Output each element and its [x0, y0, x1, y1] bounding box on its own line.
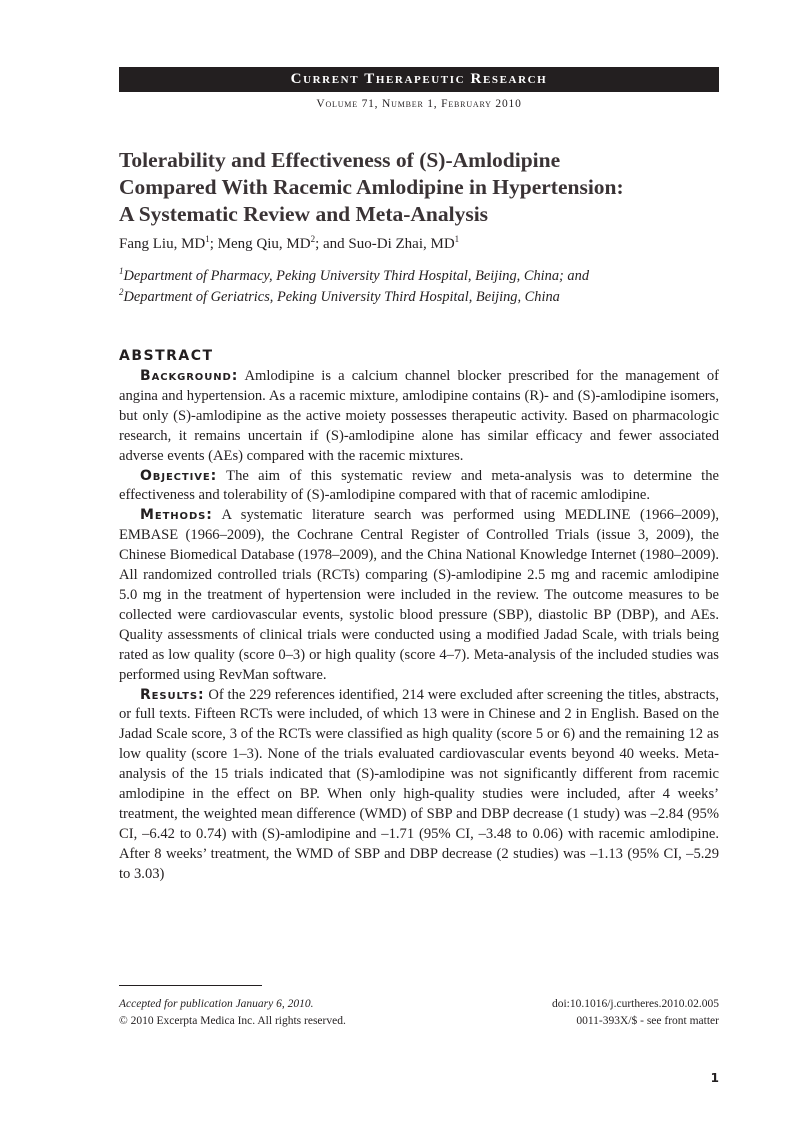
section-label: Methods:: [140, 507, 213, 524]
affiliation: [119, 266, 719, 287]
article-title: [119, 147, 719, 228]
doi: doi:10.1016/j.curtheres.2010.02.005: [551, 998, 719, 1010]
abstract-background: [119, 367, 719, 467]
title-line: A Systematic Review and Meta-Analysis: [119, 202, 489, 226]
journal-banner: [119, 67, 719, 92]
section-text: Of the 229 references identified, 214 were excluded after screening the titles, abstracts, or full texts. Fifteen RCTs were included, of which 13 were in Chinese and 2 in English. Based on the Jadad Scale score, 3 of the RCTs were classified as high quality (score 5 or 6) and the remaining 12 as low quality (score 1–3). None of the trials evaluated cardiovascular events beyond 40 weeks. Meta-analysis of the 15 trials indicated that (S)-amlodipine was not significantly different from racemic amlodipine in the effect on BP. When only high-quality studies were included, after 4 weeks’ treatment, the weighted mean difference (WMD) of SBP and DBP decrease (1 study) was –2.84 (95% CI, –6.42 to 0.74) with (S)-amlodipine and –1.71 (95% CI, –3.48 to 0.06) with racemic amlodipine. After 8 weeks’ treatment, the WMD of SBP and DBP decrease (2 studies) was –1.13 (95% CI, –5.29 to 3.03): [119, 686, 719, 882]
section-label: Objective:: [140, 467, 218, 484]
affiliation: [119, 287, 719, 308]
affiliations: [119, 266, 719, 308]
author-name: Meng Qiu, MD: [217, 236, 311, 252]
title-line: Tolerability and Effectiveness of (S)-Amlodipine: [119, 148, 561, 172]
abstract-objective: [119, 467, 719, 507]
abstract-results: [119, 686, 719, 885]
author-separator: ;: [209, 236, 218, 252]
page-number: 1: [710, 1071, 719, 1085]
footnote-right: [419, 996, 719, 1030]
footnote-rule: [119, 985, 262, 986]
abstract-methods: [119, 506, 719, 685]
section-text: A systematic literature search was performed using MEDLINE (1966–2009), EMBASE (1966–2009), the Cochrane Central Register of Controlled Trials (issue 3, 2009), the Chinese Biomedical Database (1978–2009), and the China National Knowledge Internet (1980–2009). All randomized controlled trials (RCTs) comparing (S)-amlodipine 2.5 mg and racemic amlodipine 5.0 mg in the treatment of hypertension were included in the review. The outcome measures to be collected were cardiovascular events, systolic blood pressure (SBP), diastolic BP (DBP), and AEs. Quality assessments of clinical trials were conducted using a modified Jadad Scale, with trials being rated as low quality (score 0–3) or high quality (score 4–7). Meta-analysis of the included studies was performed using RevMan software.: [119, 507, 719, 683]
author-affiliation-mark: 1: [454, 234, 460, 244]
section-label: Results:: [140, 686, 205, 703]
section-text: Amlodipine is a calcium channel blocker prescribed for the management of angina and hypertension. As a racemic mixture, amlodipine contains (R)- and (S)-amlodipine isomers, but only (S)-amlodipine as the active moiety possesses therapeutic activity. Based on pharmacologic research, it remains uncertain if (S)-amlodipine alone has similar efficacy and fewer associated adverse events (AEs) compared with the racemic mixtures.: [119, 368, 719, 464]
copyright: © 2010 Excerpta Medica Inc. All rights reserved.: [119, 1015, 346, 1027]
title-line: Compared With Racemic Amlodipine in Hypertension:: [119, 175, 624, 199]
author-name: Suo-Di Zhai, MD: [348, 236, 455, 252]
affiliation-text: Department of Pharmacy, Peking University Third Hospital, Beijing, China; and: [123, 268, 590, 284]
affiliation-text: Department of Geriatrics, Peking University Third Hospital, Beijing, China: [123, 289, 560, 305]
section-label: Background:: [140, 368, 239, 384]
section-text: The aim of this systematic review and meta-analysis was to determine the effectiveness and tolerability of (S)-amlodipine compared with that of racemic amlodipine.: [119, 467, 719, 504]
author-affiliation-mark: 1: [205, 234, 210, 244]
author-name: Fang Liu, MD: [119, 236, 206, 252]
affiliation-mark: 1: [119, 266, 124, 276]
volume-line: Volume 71, Number 1, February 2010: [316, 98, 522, 110]
affiliation-mark: 2: [119, 287, 124, 297]
issn: 0011-393X/$ - see front matter: [576, 1015, 719, 1027]
footnote-left: [119, 996, 346, 1030]
author-affiliation-mark: 2: [310, 234, 316, 244]
author-list: [119, 236, 719, 253]
abstract: [119, 346, 719, 885]
accepted-date: Accepted for publication January 6, 2010.: [119, 998, 314, 1010]
abstract-heading: ABSTRACT: [119, 348, 214, 364]
author-separator: ; and: [315, 236, 349, 252]
journal-name: Current Therapeutic Research: [290, 71, 548, 87]
